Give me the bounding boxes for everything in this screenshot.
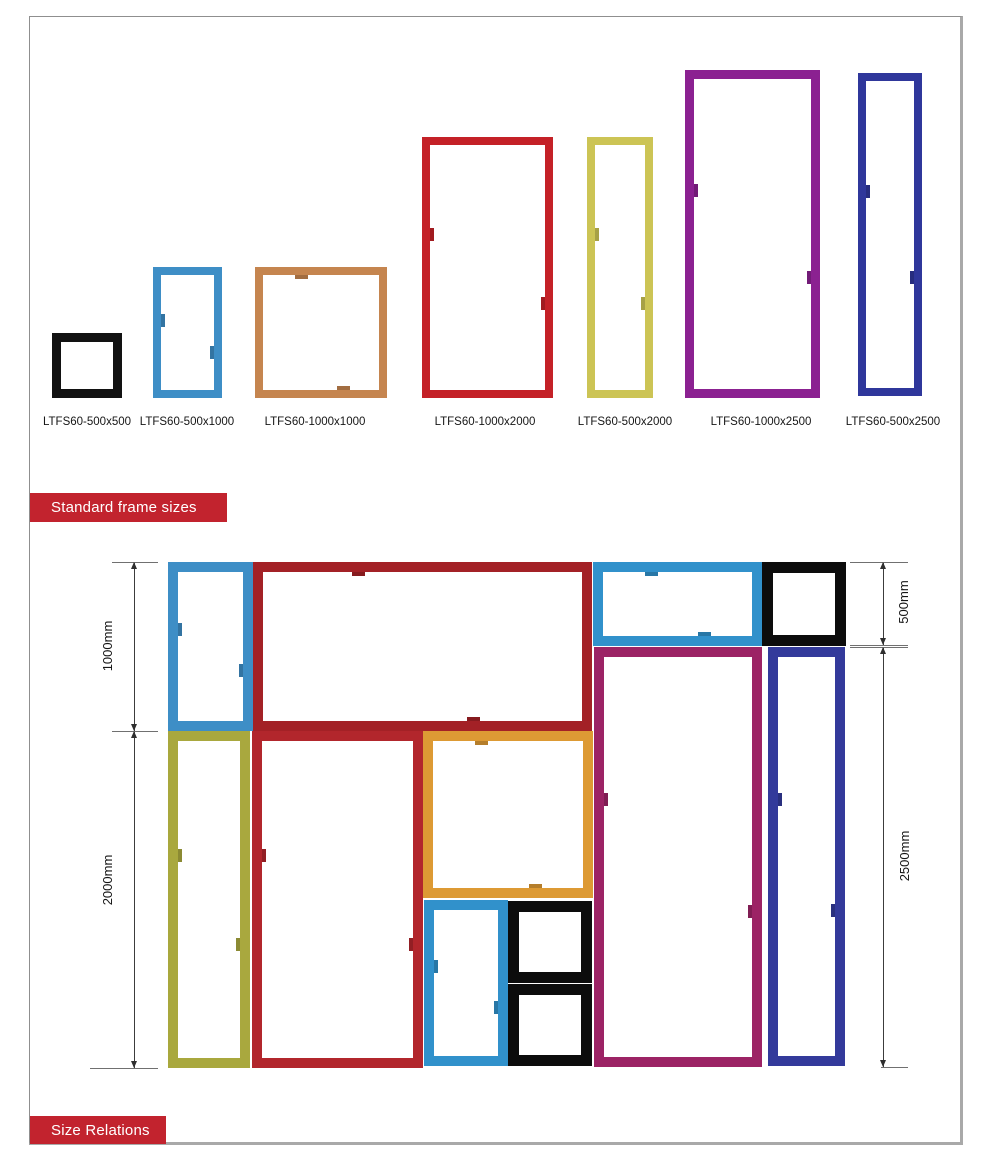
dimension-tick xyxy=(90,1068,158,1069)
frame-size-label-500x2500: LTFS60-500x2500 xyxy=(845,416,941,428)
frame-1000x2000 xyxy=(422,137,553,398)
dimension-line-500mm xyxy=(883,562,884,645)
dimension-arrow-up xyxy=(880,647,886,654)
frame-connector-clip xyxy=(641,297,645,310)
frame-connector-clip xyxy=(541,297,545,310)
frame-sr-magenta-1000x2500-v xyxy=(594,647,762,1067)
frame-size-label-500x1000: LTFS60-500x1000 xyxy=(139,416,235,428)
frame-connector-clip xyxy=(604,793,608,806)
dimension-arrow-up xyxy=(131,731,137,738)
dimension-arrow-up xyxy=(131,562,137,569)
frame-connector-clip xyxy=(778,793,782,806)
frame-connector-clip xyxy=(239,664,243,677)
dimension-label-500mm: 500mm xyxy=(896,580,911,624)
frame-connector-clip xyxy=(866,185,870,198)
frame-connector-clip xyxy=(475,741,488,745)
frame-connector-clip xyxy=(494,1001,498,1014)
frame-connector-clip xyxy=(178,849,182,862)
dimension-arrow-down xyxy=(131,1061,137,1068)
frame-connector-clip xyxy=(645,572,658,576)
frame-connector-clip xyxy=(910,271,914,284)
frame-connector-clip xyxy=(210,346,214,359)
frame-sr-black-500x500-b xyxy=(508,984,592,1066)
dimension-line-2000mm xyxy=(134,731,135,1068)
dimension-line-2500mm xyxy=(883,647,884,1067)
frame-size-label-1000x2000: LTFS60-1000x2000 xyxy=(434,416,536,428)
frame-sr-black-500x500-top xyxy=(762,562,846,646)
frame-connector-clip xyxy=(178,623,182,636)
size-relations-banner xyxy=(30,1116,166,1144)
frame-sr-darkred-1000x2000-h xyxy=(253,562,592,731)
frame-size-label-1000x1000: LTFS60-1000x1000 xyxy=(264,416,366,428)
dimension-label-1000mm: 1000mm xyxy=(100,620,115,672)
dimension-tick xyxy=(850,562,908,563)
dimension-arrow-down xyxy=(880,638,886,645)
frame-500x2500 xyxy=(858,73,922,396)
frame-size-label-500x2000: LTFS60-500x2000 xyxy=(577,416,673,428)
frame-connector-clip xyxy=(409,938,413,951)
dimension-tick xyxy=(881,1067,908,1068)
frame-sr-yellow-500x2000-v xyxy=(168,731,250,1068)
dimension-arrow-up xyxy=(880,562,886,569)
frame-connector-clip xyxy=(698,632,711,636)
frame-connector-clip xyxy=(694,184,698,197)
frame-sr-orange-1000x1000 xyxy=(423,731,593,898)
dimension-arrow-down xyxy=(880,1060,886,1067)
standard-frame-sizes-banner xyxy=(30,493,227,522)
frame-sr-black-500x500-a xyxy=(508,901,592,983)
dimension-arrow-down xyxy=(131,724,137,731)
dimension-tick xyxy=(850,647,908,648)
frame-connector-clip xyxy=(352,572,365,576)
frame-connector-clip xyxy=(295,275,308,279)
frame-1000x1000 xyxy=(255,267,387,398)
frame-500x2000 xyxy=(587,137,653,398)
frame-500x1000 xyxy=(153,267,222,398)
frame-connector-clip xyxy=(807,271,811,284)
frame-1000x2500 xyxy=(685,70,820,398)
frame-size-label-500x500: LTFS60-500x500 xyxy=(42,416,132,428)
size-relations-label: Size Relations xyxy=(51,1121,150,1139)
frame-sr-lightblue-500x1000-v xyxy=(424,900,508,1066)
frame-connector-clip xyxy=(337,386,350,390)
frame-connector-clip xyxy=(595,228,599,241)
standard-frame-sizes-label: Standard frame sizes xyxy=(51,499,197,516)
frame-sr-lightblue-1000x500-h xyxy=(593,562,762,646)
dimension-line-1000mm xyxy=(134,562,135,731)
frame-connector-clip xyxy=(529,884,542,888)
frame-connector-clip xyxy=(236,938,240,951)
frame-sr-red-1000x2000-v xyxy=(252,731,423,1068)
frame-500x500 xyxy=(52,333,122,398)
dimension-label-2500mm: 2500mm xyxy=(897,830,912,882)
frame-connector-clip xyxy=(434,960,438,973)
frame-connector-clip xyxy=(262,849,266,862)
frame-connector-clip xyxy=(831,904,835,917)
frame-connector-clip xyxy=(430,228,434,241)
frame-connector-clip xyxy=(161,314,165,327)
frame-connector-clip xyxy=(467,717,480,721)
frame-sr-darkblue-500x2500-v xyxy=(768,647,845,1066)
frame-size-label-1000x2500: LTFS60-1000x2500 xyxy=(710,416,812,428)
dimension-label-2000mm: 2000mm xyxy=(100,854,115,906)
frame-connector-clip xyxy=(748,905,752,918)
frame-sr-blue-500x1000-v xyxy=(168,562,253,731)
dimension-tick xyxy=(850,645,908,646)
